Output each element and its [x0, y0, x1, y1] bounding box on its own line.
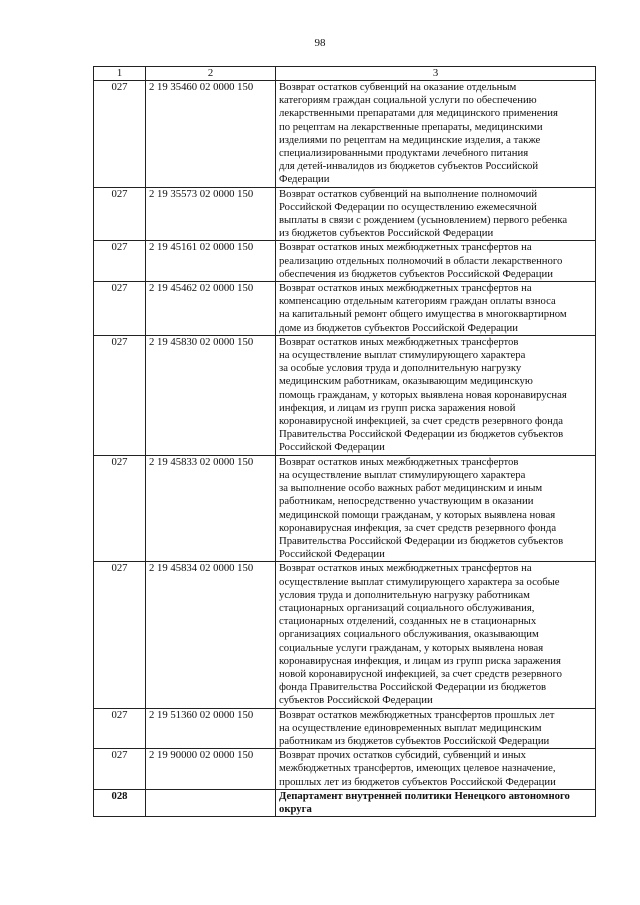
table-row: [94, 335, 596, 455]
description-cell: Возврат остатков иных межбюджетных трансфертов на компенсацию отдельным категориям граждан оплаты взноса на капитальный ремонт общего имущества в многоквартирном доме из бюджетов субъектов Российской Федерации: [276, 282, 596, 336]
table-row: [94, 282, 596, 336]
description-cell: Возврат остатков иных межбюджетных трансфертов на осуществление выплат стимулирующего характера за особые условия труда и дополнительную нагрузку работникам стационарных организаций социального обслуживания, стационарных отделений, созданных не в стационарных организациях социального обслуживания, оказывающим социальные услуги гражданам, у которых выявлена новая коронавирусная инфекция, и лицам из групп риска заражения новой коронавирусной инфекцией, за счет средств резервного фонда Правительства Российской Федерации из бюджетов субъектов Российской Федерации: [276, 562, 596, 708]
description-cell: Возврат остатков иных межбюджетных трансфертов на реализацию отдельных полномочий в области лекарственного обеспечения из бюджетов субъектов Российской Федерации: [276, 241, 596, 282]
admin-code-cell: 027: [94, 81, 146, 188]
budget-classification-table: [93, 66, 596, 817]
column-header-2: 2: [146, 67, 276, 81]
page-number: 98: [314, 37, 326, 49]
budget-code-cell: 2 19 35573 02 0000 150: [146, 187, 276, 241]
table-header-row: [94, 67, 596, 81]
table-row: [94, 187, 596, 241]
budget-code-cell: 2 19 45834 02 0000 150: [146, 562, 276, 708]
admin-code-cell: 027: [94, 562, 146, 708]
table-body: [94, 81, 596, 817]
budget-code-cell: 2 19 90000 02 0000 150: [146, 749, 276, 790]
budget-code-cell: 2 19 35460 02 0000 150: [146, 81, 276, 188]
budget-code-cell: 2 19 45830 02 0000 150: [146, 335, 276, 455]
admin-code-cell: 028: [94, 789, 146, 816]
admin-code-cell: 027: [94, 455, 146, 562]
description-cell: Департамент внутренней политики Ненецкого автономного округа: [276, 789, 596, 816]
table-row: [94, 562, 596, 708]
budget-code-cell: 2 19 45833 02 0000 150: [146, 455, 276, 562]
column-header-1: 1: [94, 67, 146, 81]
admin-code-cell: 027: [94, 749, 146, 790]
admin-code-cell: 027: [94, 335, 146, 455]
table-row: [94, 81, 596, 188]
table-row: [94, 708, 596, 749]
column-header-3: 3: [276, 67, 596, 81]
budget-code-cell: [146, 789, 276, 816]
description-cell: Возврат остатков межбюджетных трансфертов прошлых лет на осуществление единовременных выплат медицинским работникам из бюджетов субъектов Российской Федерации: [276, 708, 596, 749]
description-cell: Возврат остатков иных межбюджетных трансфертов на осуществление выплат стимулирующего характера за выполнение особо важных работ медицинским и иным работникам, непосредственно участвующим в оказании медицинской помощи гражданам, у которых выявлена новая коронавирусная инфекция, за счет средств резервного фонда Правительства Российской Федерации из бюджетов субъектов Российской Федерации: [276, 455, 596, 562]
budget-code-cell: 2 19 45462 02 0000 150: [146, 282, 276, 336]
budget-code-cell: 2 19 45161 02 0000 150: [146, 241, 276, 282]
budget-code-cell: 2 19 51360 02 0000 150: [146, 708, 276, 749]
table-row: [94, 455, 596, 562]
description-cell: Возврат остатков иных межбюджетных трансфертов на осуществление выплат стимулирующего характера за особые условия труда и дополнительную нагрузку медицинским работникам, оказывающим медицинскую помощь гражданам, у которых выявлена новая коронавирусная инфекция, и лицам из групп риска заражения новой коронавирусной инфекцией, за счет средств резервного фонда Правительства Российской Федерации из бюджетов субъектов Российской Федерации: [276, 335, 596, 455]
table-row: [94, 241, 596, 282]
admin-code-cell: 027: [94, 187, 146, 241]
description-cell: Возврат остатков субвенций на оказание отдельным категориям граждан социальной услуги по обеспечению лекарственными препаратами для медицинского применения по рецептам на лекарственные препараты, медицинскими изделиями по рецептам на медицинские изделия, а также специализированными продуктами лечебного питания для детей-инвалидов из бюджетов субъектов Российской Федерации: [276, 81, 596, 188]
admin-code-cell: 027: [94, 708, 146, 749]
admin-code-cell: 027: [94, 282, 146, 336]
admin-code-cell: 027: [94, 241, 146, 282]
table-row: [94, 789, 596, 816]
description-cell: Возврат остатков субвенций на выполнение полномочий Российской Федерации по осуществлению ежемесячной выплаты в связи с рождением (усыновлением) первого ребенка из бюджетов субъектов Российской Федерации: [276, 187, 596, 241]
description-cell: Возврат прочих остатков субсидий, субвенций и иных межбюджетных трансфертов, имеющих целевое назначение, прошлых лет из бюджетов субъектов Российской Федерации: [276, 749, 596, 790]
table-row: [94, 749, 596, 790]
